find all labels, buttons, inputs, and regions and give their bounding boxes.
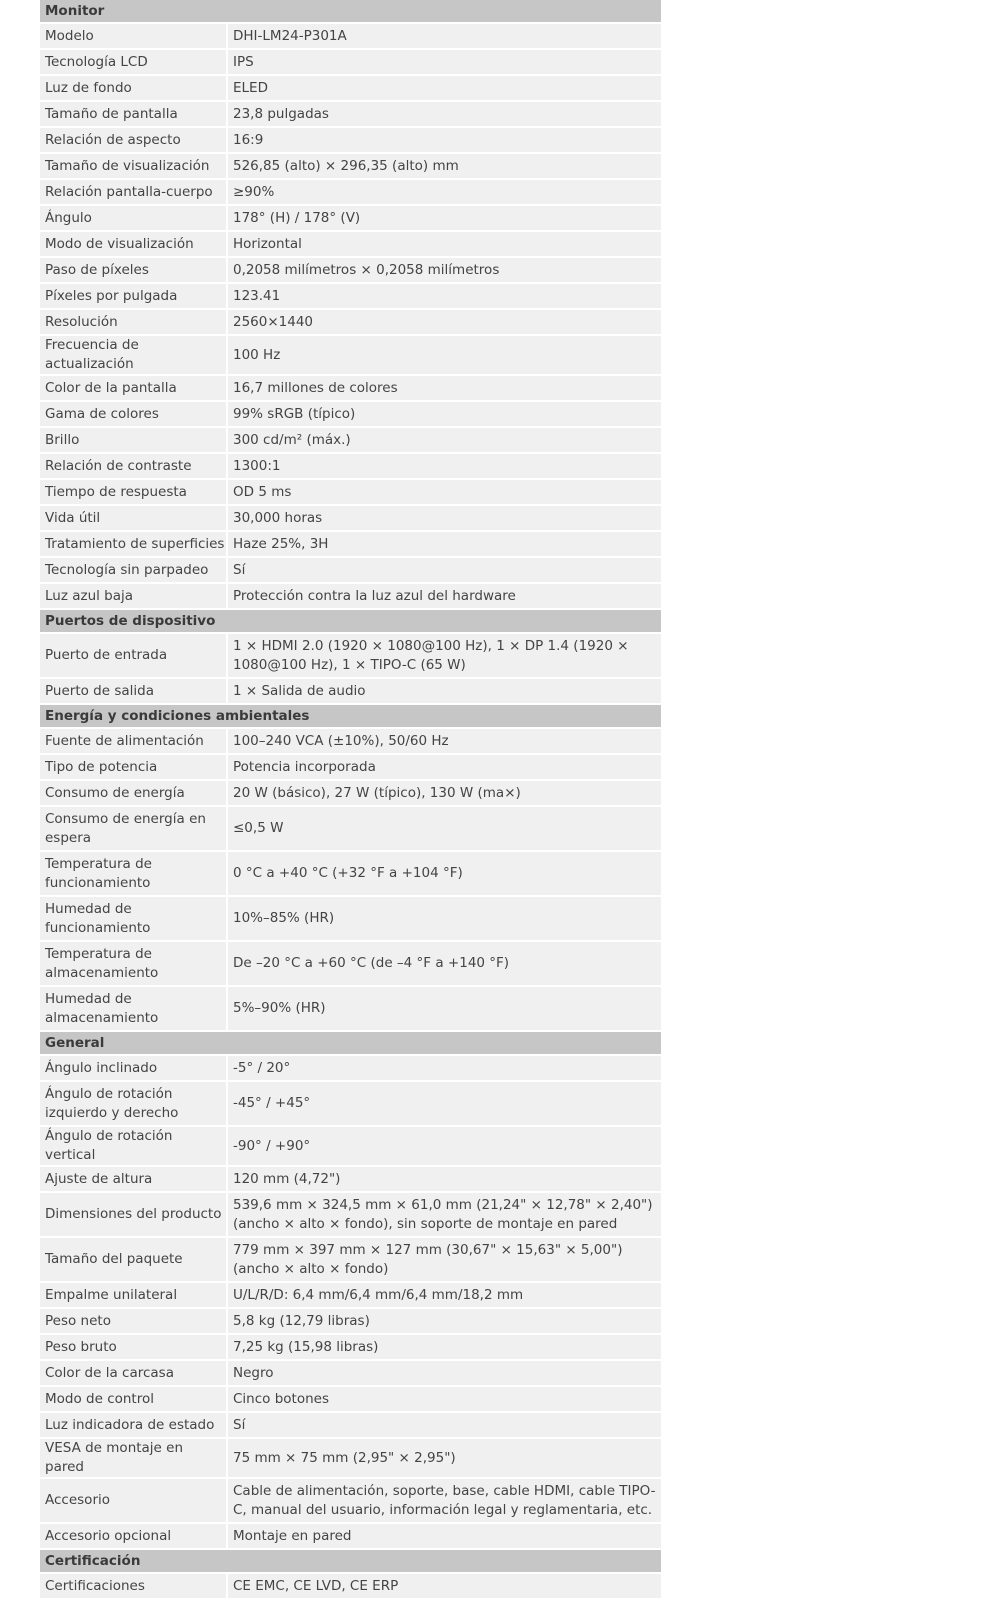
spec-label: Tecnología LCD xyxy=(40,49,227,75)
spec-label: Humedad de funcionamiento xyxy=(40,896,227,941)
spec-value: OD 5 ms xyxy=(227,479,661,505)
spec-row xyxy=(40,633,661,678)
spec-label: Tipo de potencia xyxy=(40,754,227,780)
spec-value: ≥90% xyxy=(227,179,661,205)
spec-row xyxy=(40,728,661,754)
spec-row xyxy=(40,851,661,896)
spec-value: U/L/R/D: 6,4 mm/6,4 mm/6,4 mm/18,2 mm xyxy=(227,1282,661,1308)
spec-value: CE EMC, CE LVD, CE ERP xyxy=(227,1573,661,1599)
spec-value: 7,25 kg (15,98 libras) xyxy=(227,1334,661,1360)
spec-value: 5,8 kg (12,79 libras) xyxy=(227,1308,661,1334)
spec-label: Ángulo de rotación vertical xyxy=(40,1126,227,1166)
spec-row xyxy=(40,780,661,806)
spec-value: ≤0,5 W xyxy=(227,806,661,851)
spec-value: 1300:1 xyxy=(227,453,661,479)
spec-label: Tiempo de respuesta xyxy=(40,479,227,505)
spec-label: Color de la pantalla xyxy=(40,375,227,401)
spec-row xyxy=(40,75,661,101)
spec-label: Píxeles por pulgada xyxy=(40,283,227,309)
spec-row xyxy=(40,754,661,780)
spec-value: 16,7 millones de colores xyxy=(227,375,661,401)
spec-row xyxy=(40,531,661,557)
spec-value: DHI-LM24-P301A xyxy=(227,23,661,49)
spec-row xyxy=(40,49,661,75)
spec-label: Relación de contraste xyxy=(40,453,227,479)
spec-label: Modo de control xyxy=(40,1386,227,1412)
spec-label: Consumo de energía en espera xyxy=(40,806,227,851)
spec-label: Frecuencia de actualización xyxy=(40,335,227,375)
spec-label: Modo de visualización xyxy=(40,231,227,257)
spec-row xyxy=(40,1126,661,1166)
spec-row xyxy=(40,1166,661,1192)
section-title: Puertos de dispositivo xyxy=(40,609,661,633)
spec-value: 300 cd/m² (máx.) xyxy=(227,427,661,453)
section-header xyxy=(40,704,661,728)
spec-label: Temperatura de funcionamiento xyxy=(40,851,227,896)
spec-label: Tamaño de visualización xyxy=(40,153,227,179)
spec-value: 178° (H) / 178° (V) xyxy=(227,205,661,231)
spec-value: 120 mm (4,72") xyxy=(227,1166,661,1192)
spec-label: Empalme unilateral xyxy=(40,1282,227,1308)
spec-row xyxy=(40,153,661,179)
spec-label: Resolución xyxy=(40,309,227,335)
spec-value: 526,85 (alto) × 296,35 (alto) mm xyxy=(227,153,661,179)
spec-label: Tamaño de pantalla xyxy=(40,101,227,127)
spec-value: 0,2058 milímetros × 0,2058 milímetros xyxy=(227,257,661,283)
spec-label: Fuente de alimentación xyxy=(40,728,227,754)
spec-value: -45° / +45° xyxy=(227,1081,661,1126)
spec-label: Luz azul baja xyxy=(40,583,227,609)
spec-value: 75 mm × 75 mm (2,95" × 2,95") xyxy=(227,1438,661,1478)
spec-label: Ángulo xyxy=(40,205,227,231)
spec-row xyxy=(40,505,661,531)
spec-value: 100–240 VCA (±10%), 50/60 Hz xyxy=(227,728,661,754)
spec-value: -90° / +90° xyxy=(227,1126,661,1166)
spec-value: De –20 °C a +60 °C (de –4 °F a +140 °F) xyxy=(227,941,661,986)
spec-row xyxy=(40,1478,661,1523)
spec-row xyxy=(40,583,661,609)
spec-value: 30,000 horas xyxy=(227,505,661,531)
spec-value: 539,6 mm × 324,5 mm × 61,0 mm (21,24" × 12,78" × 2,40") (ancho × alto × fondo), sin soporte de montaje en pared xyxy=(227,1192,661,1237)
spec-label: Tamaño del paquete xyxy=(40,1237,227,1282)
section-title: Energía y condiciones ambientales xyxy=(40,704,661,728)
spec-label: Puerto de salida xyxy=(40,678,227,704)
spec-label: Tratamiento de superficies xyxy=(40,531,227,557)
spec-row xyxy=(40,896,661,941)
spec-label: Certificaciones xyxy=(40,1573,227,1599)
spec-value: 1 × Salida de audio xyxy=(227,678,661,704)
spec-value: 1 × HDMI 2.0 (1920 × 1080@100 Hz), 1 × DP 1.4 (1920 × 1080@100 Hz), 1 × TIPO-C (65 W) xyxy=(227,633,661,678)
spec-value: IPS xyxy=(227,49,661,75)
spec-row xyxy=(40,127,661,153)
spec-row xyxy=(40,335,661,375)
spec-row xyxy=(40,1237,661,1282)
spec-value: Haze 25%, 3H xyxy=(227,531,661,557)
spec-label: Luz de fondo xyxy=(40,75,227,101)
spec-label: Paso de píxeles xyxy=(40,257,227,283)
spec-row xyxy=(40,1081,661,1126)
spec-row xyxy=(40,453,661,479)
spec-row xyxy=(40,986,661,1031)
spec-value: Horizontal xyxy=(227,231,661,257)
spec-row xyxy=(40,1360,661,1386)
spec-value: Cinco botones xyxy=(227,1386,661,1412)
spec-label: Brillo xyxy=(40,427,227,453)
spec-row xyxy=(40,1308,661,1334)
spec-value: -5° / 20° xyxy=(227,1055,661,1081)
spec-value: 16:9 xyxy=(227,127,661,153)
spec-label: Color de la carcasa xyxy=(40,1360,227,1386)
spec-label: Consumo de energía xyxy=(40,780,227,806)
section-title: General xyxy=(40,1031,661,1055)
spec-row xyxy=(40,1412,661,1438)
spec-row xyxy=(40,427,661,453)
spec-table xyxy=(40,0,661,1600)
spec-row xyxy=(40,179,661,205)
spec-row xyxy=(40,1055,661,1081)
spec-label: Humedad de almacenamiento xyxy=(40,986,227,1031)
spec-row xyxy=(40,1573,661,1599)
spec-value: 100 Hz xyxy=(227,335,661,375)
spec-value: 5%–90% (HR) xyxy=(227,986,661,1031)
spec-label: Dimensiones del producto xyxy=(40,1192,227,1237)
spec-row xyxy=(40,283,661,309)
section-title: Certificación xyxy=(40,1549,661,1573)
spec-value: Sí xyxy=(227,1412,661,1438)
spec-row xyxy=(40,231,661,257)
spec-row xyxy=(40,479,661,505)
spec-label: Peso neto xyxy=(40,1308,227,1334)
spec-value: 20 W (básico), 27 W (típico), 130 W (ma×) xyxy=(227,780,661,806)
spec-row xyxy=(40,23,661,49)
spec-row xyxy=(40,1386,661,1412)
spec-label: VESA de montaje en pared xyxy=(40,1438,227,1478)
spec-row xyxy=(40,257,661,283)
spec-value: 10%–85% (HR) xyxy=(227,896,661,941)
spec-label: Puerto de entrada xyxy=(40,633,227,678)
spec-row xyxy=(40,401,661,427)
spec-value: 2560×1440 xyxy=(227,309,661,335)
spec-value: Negro xyxy=(227,1360,661,1386)
spec-label: Ajuste de altura xyxy=(40,1166,227,1192)
spec-label: Relación de aspecto xyxy=(40,127,227,153)
spec-row xyxy=(40,205,661,231)
spec-value: 23,8 pulgadas xyxy=(227,101,661,127)
spec-label: Luz indicadora de estado xyxy=(40,1412,227,1438)
section-title: Monitor xyxy=(40,0,661,23)
spec-label: Peso bruto xyxy=(40,1334,227,1360)
section-header xyxy=(40,0,661,23)
spec-row xyxy=(40,678,661,704)
spec-label: Vida útil xyxy=(40,505,227,531)
spec-label: Temperatura de almacenamiento xyxy=(40,941,227,986)
spec-label: Modelo xyxy=(40,23,227,49)
spec-value: ELED xyxy=(227,75,661,101)
spec-label: Ángulo de rotación izquierdo y derecho xyxy=(40,1081,227,1126)
spec-row xyxy=(40,806,661,851)
spec-value: Protección contra la luz azul del hardware xyxy=(227,583,661,609)
spec-row xyxy=(40,557,661,583)
spec-value: Sí xyxy=(227,557,661,583)
spec-row xyxy=(40,1282,661,1308)
spec-label: Accesorio opcional xyxy=(40,1523,227,1549)
spec-value: 0 °C a +40 °C (+32 °F a +104 °F) xyxy=(227,851,661,896)
section-header xyxy=(40,609,661,633)
spec-value: 779 mm × 397 mm × 127 mm (30,67" × 15,63" × 5,00") (ancho × alto × fondo) xyxy=(227,1237,661,1282)
spec-row xyxy=(40,941,661,986)
spec-label: Gama de colores xyxy=(40,401,227,427)
spec-label: Ángulo inclinado xyxy=(40,1055,227,1081)
spec-row xyxy=(40,1334,661,1360)
spec-label: Tecnología sin parpadeo xyxy=(40,557,227,583)
spec-row xyxy=(40,1438,661,1478)
spec-value: Montaje en pared xyxy=(227,1523,661,1549)
spec-table-body xyxy=(40,0,661,1599)
spec-row xyxy=(40,1192,661,1237)
spec-value: 99% sRGB (típico) xyxy=(227,401,661,427)
spec-row xyxy=(40,375,661,401)
spec-row xyxy=(40,101,661,127)
spec-value: Potencia incorporada xyxy=(227,754,661,780)
spec-label: Relación pantalla-cuerpo xyxy=(40,179,227,205)
spec-value: Cable de alimentación, soporte, base, cable HDMI, cable TIPO-C, manual del usuario, información legal y reglamentaria, etc. xyxy=(227,1478,661,1523)
spec-value: 123.41 xyxy=(227,283,661,309)
spec-label: Accesorio xyxy=(40,1478,227,1523)
spec-row xyxy=(40,1523,661,1549)
spec-row xyxy=(40,309,661,335)
section-header xyxy=(40,1031,661,1055)
section-header xyxy=(40,1549,661,1573)
